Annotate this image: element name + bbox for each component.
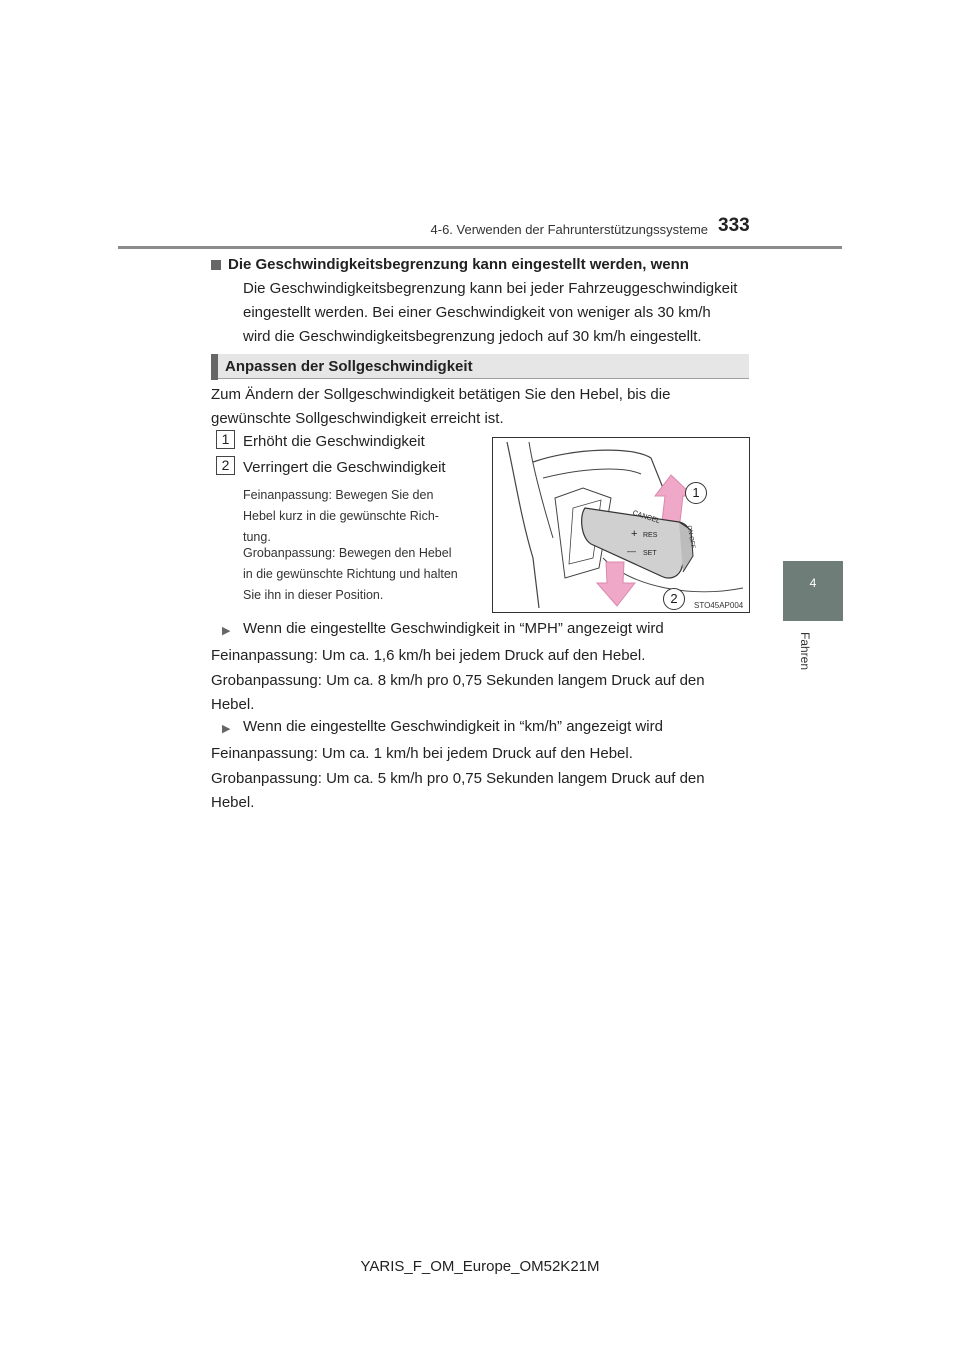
- plus-label: +: [631, 528, 638, 540]
- lever-illustration: [492, 437, 750, 613]
- section-intro: [211, 383, 749, 431]
- intro-line: gewünschte Sollgeschwindigkeit erreicht ist.: [211, 410, 504, 427]
- callout-2: 2: [663, 588, 685, 610]
- triangle-bullet-icon: ▶: [222, 723, 231, 735]
- chapter-label: [796, 632, 814, 682]
- chapter-tab: [783, 561, 843, 621]
- set-label: SET: [643, 550, 657, 557]
- item-text-1: Erhöht die Geschwindigkeit: [243, 433, 425, 450]
- lever-drawing: [493, 438, 749, 612]
- coarse-line: Sie ihn in dieser Position.: [243, 588, 384, 602]
- item-number-2: 2: [216, 456, 235, 475]
- running-header: 4-6. Verwenden der Fahrunterstützungssysteme: [430, 222, 708, 237]
- kmh-coarse-line: Hebel.: [211, 794, 255, 811]
- triangle-bullet-icon: ▶: [222, 625, 231, 637]
- fine-line: tung.: [243, 530, 271, 544]
- page-number: 333: [718, 215, 750, 236]
- document-footer: YARIS_F_OM_Europe_OM52K21M: [360, 1258, 600, 1275]
- kmh-heading: Wenn die eingestellte Geschwindigkeit in “km/h” angezeigt wird: [243, 718, 663, 735]
- section-heading-accent: [211, 354, 218, 380]
- figure-code: STO45AP004: [694, 601, 744, 610]
- topic-paragraph: [243, 277, 749, 349]
- item-text-2: Verringert die Geschwindigkeit: [243, 459, 446, 476]
- kmh-coarse: [211, 767, 749, 815]
- coarse-adjustment-note: [243, 543, 477, 606]
- fine-line: Hebel kurz in die gewünschte Rich-: [243, 509, 439, 523]
- chapter-number: 4: [809, 576, 817, 590]
- square-bullet-icon: [211, 260, 221, 270]
- mph-fine: Feinanpassung: Um ca. 1,6 km/h bei jedem Druck auf den Hebel.: [211, 647, 646, 664]
- topic-line: wird die Geschwindigkeitsbegrenzung jedoch auf 30 km/h eingestellt.: [243, 328, 702, 345]
- section-heading: Anpassen der Sollgeschwindigkeit: [225, 358, 473, 375]
- kmh-coarse-line: Grobanpassung: Um ca. 5 km/h pro 0,75 Sekunden langem Druck auf den: [211, 770, 705, 787]
- fine-line: Feinanpassung: Bewegen Sie den: [243, 488, 434, 502]
- mph-coarse-line: Hebel.: [211, 696, 255, 713]
- intro-line: Zum Ändern der Sollgeschwindigkeit betätigen Sie den Hebel, bis die: [211, 386, 671, 403]
- mph-heading: Wenn die eingestellte Geschwindigkeit in “MPH” angezeigt wird: [243, 620, 664, 637]
- coarse-line: in die gewünschte Richtung und halten: [243, 567, 458, 581]
- mph-coarse: [211, 669, 749, 717]
- chapter-label-text: Fahren: [798, 632, 812, 671]
- onoff-label: ON-OFF: [685, 525, 696, 549]
- minus-label: —: [627, 546, 636, 556]
- mph-coarse-line: Grobanpassung: Um ca. 8 km/h pro 0,75 Sekunden langem Druck auf den: [211, 672, 705, 689]
- cancel-label: CANCEL: [631, 509, 661, 526]
- coarse-line: Grobanpassung: Bewegen den Hebel: [243, 546, 452, 560]
- fine-adjustment-note: [243, 485, 477, 548]
- header-rule: [118, 246, 842, 249]
- topic-line: eingestellt werden. Bei einer Geschwindigkeit von weniger als 30 km/h: [243, 304, 711, 321]
- kmh-fine: Feinanpassung: Um ca. 1 km/h bei jedem Druck auf den Hebel.: [211, 745, 633, 762]
- item-number-1: 1: [216, 430, 235, 449]
- res-label: RES: [643, 532, 658, 539]
- topic-line: Die Geschwindigkeitsbegrenzung kann bei jeder Fahrzeuggeschwindigkeit: [243, 280, 738, 297]
- topic-heading: Die Geschwindigkeitsbegrenzung kann eingestellt werden, wenn: [228, 256, 689, 273]
- callout-1: 1: [685, 482, 707, 504]
